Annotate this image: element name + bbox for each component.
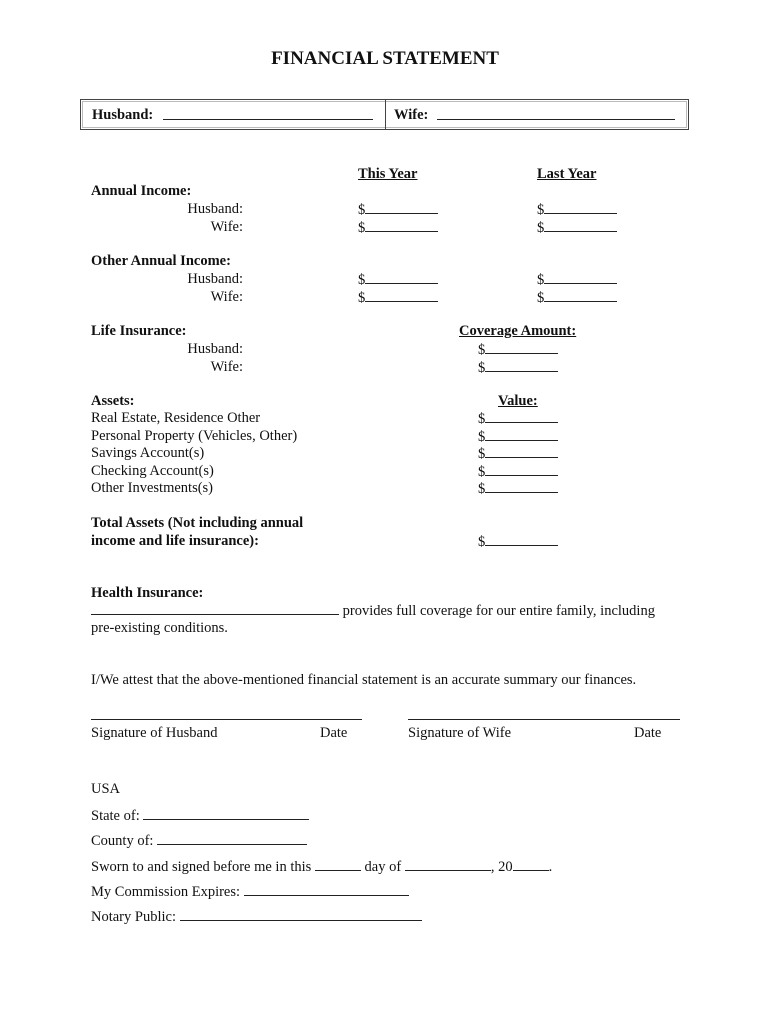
dollar-sign: $ [478, 464, 486, 480]
sworn-text: Sworn to and signed before me in this [91, 859, 312, 875]
dollar-sign: $ [478, 446, 486, 462]
notary-public-row [91, 907, 422, 926]
county-label: County of: [91, 833, 154, 849]
dollar-sign: $ [478, 429, 486, 445]
dollar-sign: $ [358, 290, 366, 306]
amount-field[interactable] [544, 270, 617, 284]
dollar-sign: $ [537, 272, 545, 288]
amount-field[interactable] [365, 200, 438, 214]
husband-name-field[interactable] [163, 106, 373, 120]
dollar-sign: $ [537, 220, 545, 236]
dollar-sign: $ [478, 342, 486, 358]
amount-field[interactable] [485, 479, 558, 493]
husband-signature-label: Signature of Husband [91, 725, 218, 741]
dollar-sign: $ [358, 220, 366, 236]
county-row [91, 831, 307, 850]
page-title: FINANCIAL STATEMENT [271, 48, 499, 69]
life-insurance-wife-label: Wife: [210, 359, 243, 375]
amount-field[interactable] [485, 532, 558, 546]
sworn-day-field[interactable] [315, 857, 361, 871]
annual-income-wife-label: Wife: [210, 219, 243, 235]
life-insurance-wife-amount[interactable] [478, 358, 558, 377]
last-year-header: Last Year [537, 166, 597, 182]
amount-field[interactable] [365, 270, 438, 284]
asset-label: Savings Account(s) [91, 445, 205, 461]
amount-field[interactable] [485, 427, 558, 441]
total-assets-label-line2: income and life insurance): [91, 533, 259, 549]
amount-field[interactable] [365, 218, 438, 232]
other-income-husband-this-year[interactable] [358, 270, 438, 289]
notary-public-field[interactable] [180, 907, 422, 921]
annual-income-husband-this-year[interactable] [358, 200, 438, 219]
dollar-sign: $ [537, 290, 545, 306]
life-insurance-heading: Life Insurance: [91, 323, 187, 339]
commission-label: My Commission Expires: [91, 884, 241, 900]
total-assets-label-line1: Total Assets (Not including annual [91, 515, 304, 531]
other-income-wife-this-year[interactable] [358, 288, 438, 307]
coverage-amount-header: Coverage Amount: [459, 323, 577, 339]
life-insurance-husband-label: Husband: [187, 341, 243, 357]
dollar-sign: $ [478, 360, 486, 376]
wife-name-label: Wife: [394, 107, 429, 123]
husband-signature-line[interactable] [91, 719, 362, 720]
country-label: USA [91, 781, 121, 797]
state-row [91, 806, 309, 825]
dollar-sign: $ [537, 202, 545, 218]
amount-field[interactable] [485, 340, 558, 354]
wife-signature-label: Signature of Wife [408, 725, 512, 741]
attestation-text: I/We attest that the above-mentioned financial statement is an accurate summary our finances. [91, 672, 637, 688]
amount-field[interactable] [544, 200, 617, 214]
amount-field[interactable] [485, 409, 558, 423]
amount-field[interactable] [544, 288, 617, 302]
sworn-day-of-text: day of [364, 859, 402, 875]
annual-income-heading: Annual Income: [91, 183, 192, 199]
asset-value-real-estate[interactable] [478, 409, 558, 428]
sworn-year-prefix: , 20 [490, 859, 513, 875]
state-field[interactable] [143, 806, 309, 820]
annual-income-wife-this-year[interactable] [358, 218, 438, 237]
asset-label: Personal Property (Vehicles, Other) [91, 428, 298, 444]
this-year-header: This Year [358, 166, 418, 182]
other-income-husband-label: Husband: [187, 271, 243, 287]
health-insurance-text: provides full coverage for our entire family, including [342, 603, 655, 619]
amount-field[interactable] [485, 444, 558, 458]
dollar-sign: $ [358, 202, 366, 218]
health-insurer-field[interactable] [91, 601, 339, 615]
husband-name-label: Husband: [92, 107, 154, 123]
annual-income-wife-last-year[interactable] [537, 218, 617, 237]
total-assets-value[interactable] [478, 532, 558, 551]
dollar-sign: $ [478, 534, 486, 550]
dollar-sign: $ [478, 411, 486, 427]
amount-field[interactable] [485, 358, 558, 372]
annual-income-husband-label: Husband: [187, 201, 243, 217]
health-insurance-line1 [91, 601, 655, 620]
asset-value-savings[interactable] [478, 444, 558, 463]
value-header: Value: [498, 393, 538, 409]
sworn-row [91, 857, 552, 876]
names-box-divider [385, 100, 386, 129]
county-field[interactable] [157, 831, 307, 845]
life-insurance-husband-amount[interactable] [478, 340, 558, 359]
asset-label: Real Estate, Residence Other [91, 410, 261, 426]
commission-field[interactable] [244, 882, 409, 896]
wife-signature-line[interactable] [408, 719, 680, 720]
assets-heading: Assets: [91, 393, 135, 409]
amount-field[interactable] [544, 218, 617, 232]
other-income-wife-last-year[interactable] [537, 288, 617, 307]
husband-date-label: Date [320, 725, 348, 741]
asset-label: Other Investments(s) [91, 480, 214, 496]
notary-public-label: Notary Public: [91, 909, 176, 925]
other-income-heading: Other Annual Income: [91, 253, 231, 269]
names-box [80, 99, 689, 130]
other-income-wife-label: Wife: [210, 289, 243, 305]
sworn-month-field[interactable] [405, 857, 491, 871]
dollar-sign: $ [478, 481, 486, 497]
wife-date-label: Date [634, 725, 662, 741]
asset-value-other-investments[interactable] [478, 479, 558, 498]
health-insurance-text2: pre-existing conditions. [91, 620, 228, 636]
health-insurance-heading: Health Insurance: [91, 585, 204, 601]
state-label: State of: [91, 808, 140, 824]
dollar-sign: $ [358, 272, 366, 288]
wife-name-field[interactable] [437, 106, 675, 120]
other-income-husband-last-year[interactable] [537, 270, 617, 289]
commission-row [91, 882, 409, 901]
asset-label: Checking Account(s) [91, 463, 214, 479]
amount-field[interactable] [485, 462, 558, 476]
annual-income-husband-last-year[interactable] [537, 200, 617, 219]
amount-field[interactable] [365, 288, 438, 302]
sworn-period: . [548, 859, 553, 875]
sworn-year-field[interactable] [513, 857, 549, 871]
